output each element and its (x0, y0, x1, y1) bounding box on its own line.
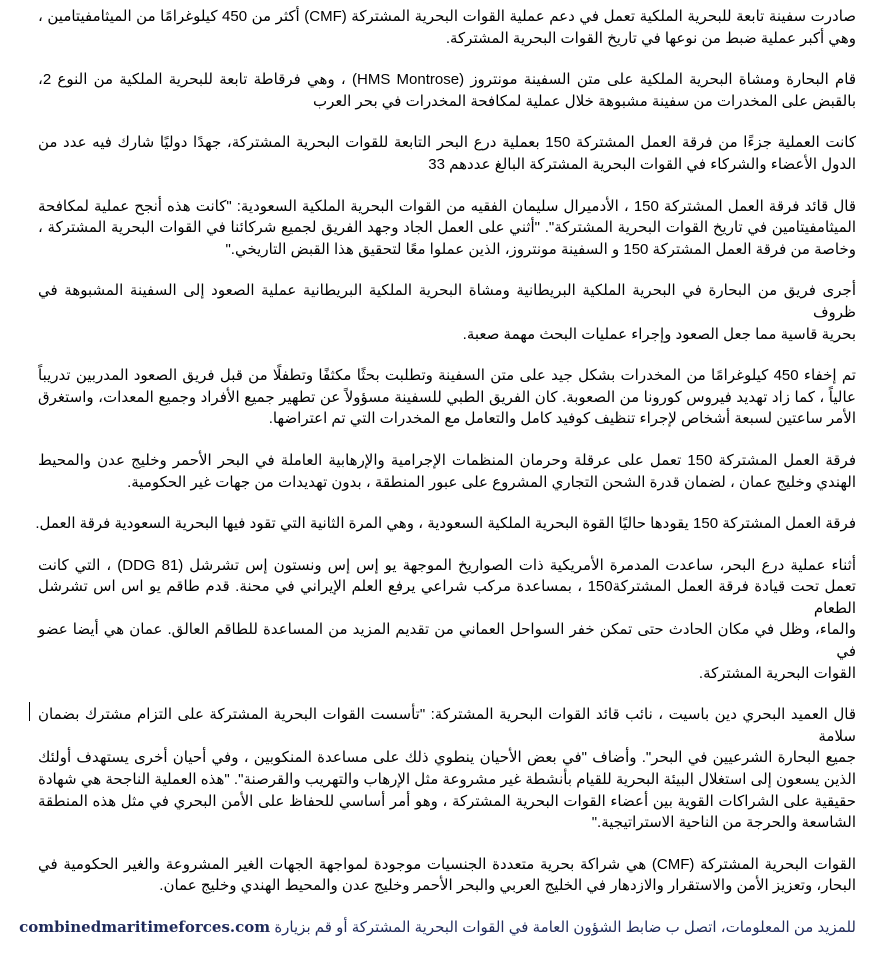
paragraph-line: عالياً ، كما زاد تهديد فيروس كورونا من الصعوبة. كان الفريق الطبي للسفينة مسؤولاً عن تطهير جميع الأفراد وجميع المعدات، واستغرق (38, 388, 856, 406)
paragraph-line: أثناء عملية درع البحر، ساعدت المدمرة الأمريكية ذات الصواريخ الموجهة يو إس إس ونستون إس تشرشل (DDG 81) ، التي كانت (38, 556, 856, 574)
paragraph-line: وهي أكبر عملية ضبط من نوعها في تاريخ القوات البحرية المشتركة. (445, 29, 856, 47)
paragraph (38, 6, 856, 49)
paragraph (38, 196, 856, 261)
paragraph-line: قال قائد فرقة العمل المشتركة 150 ، الأدميرال سليمان الفقيه من القوات البحرية الملكية السعودية: "كانت هذه أنجح عملية لمكافحة (38, 197, 856, 215)
paragraph-line: القوات البحرية المشتركة. (698, 664, 856, 682)
paragraph-line: قام البحارة ومشاة البحرية الملكية على متن السفينة مونتروز (HMS Montrose) ، وهي فرقاطة تابعة للبحرية الملكية من النوع 2، (38, 71, 857, 89)
paragraph-line: والماء، وظل في مكان الحادث حتى تمكن خفر السواحل العماني من تقديم المزيد من المساعدة للطاقم العالق. عمان هي أيضا عضو في (38, 621, 856, 661)
website-link[interactable]: combinedmaritimeforces.com (19, 918, 271, 936)
paragraph-line: كانت العملية جزءًا من فرقة العمل المشتركة 150 بعملية درع البحر التابعة للقوات البحرية المشتركة، جهدًا دوليًا شارك فيه عدد من (38, 134, 856, 152)
paragraph-line: الدول الأعضاء والشركاء في القوات البحرية المشتركة البالغ عددهم 33 (428, 155, 856, 173)
paragraph-line: صادرت سفينة تابعة للبحرية الملكية تعمل في دعم عملية القوات البحرية المشتركة (CMF) أكثر من 450 كيلوغرامًا من الميثامفيتامين ، (38, 8, 857, 25)
paragraph-line: الأمر ساعتين لسبعة أشخاص لإجراء تنظيف كوفيد كامل والتعامل مع المخدرات التي تم اعتراضها. (268, 410, 856, 428)
paragraph-line: حقيقية على الشراكات القوية بين أعضاء القوات البحرية المشتركة ، وهو أمر أساسي للحفاظ على الأمن البحري في مثل هذه المنطقة (38, 792, 856, 810)
paragraph-line: بالقبض على المخدرات من سفينة مشبوهة خلال عملية لمكافحة المخدرات في بحر العرب (312, 92, 856, 110)
paragraph-line: القوات البحرية المشتركة (CMF) هي شراكة بحرية متعددة الجنسيات موجودة لمواجهة الجهات الغير المشروعة والغير الحكومية في (38, 855, 856, 873)
paragraph (38, 555, 856, 685)
text-cursor (29, 702, 30, 721)
paragraph (38, 854, 856, 897)
paragraph (38, 280, 856, 345)
paragraph-line: فرقة العمل المشتركة 150 يقودها حاليًا القوة البحرية الملكية السعودية ، وهي المرة الثانية التي تقود فيها البحرية السعودية فرقة العمل. (35, 515, 856, 533)
paragraph-line: جميع البحارة الشرعيين في البحر". وأضاف "في بعض الأحيان ينطوي ذلك على مساعدة المنكوبين ، وفي أحيان أخرى يستهدف أولئك (38, 749, 856, 767)
paragraph-line: الذين يسعون إلى استغلال البيئة البحرية للقيام بأنشطة غير مشروعة مثل الإرهاب والتهريب والقرصنة". "هذه العملية الناجحة هي شهادة (38, 771, 856, 789)
footer-text: للمزيد من المعلومات، اتصل ب ضابط الشؤون العامة في القوات البحرية المشتركة أو قم بزيارة (270, 919, 856, 936)
paragraph-line: الشاسعة والحرجة من الناحية الاستراتيجية." (591, 814, 856, 832)
paragraph-line: البحار، وتعزيز الأمن والاستقرار والازدهار في الخليج العربي والبحر الأحمر وخليج عدن والمحيط الهندي وخليج عمان. (159, 877, 856, 895)
paragraph (38, 450, 856, 493)
paragraph-line: الميثامفيتامين في تاريخ القوات البحرية المشتركة". "أثني على العمل الجاد وجهد الفريق لجميع شركائنا في القوات البحرية المشتركة ، (38, 219, 856, 237)
paragraph-line: تم إخفاء 450 كيلوغرامًا من المخدرات بشكل جيد على متن السفينة وتطلبت بحثًا مكثفًا وتطفلًا من قبل فريق الصعود المدربين تدريباً (38, 367, 856, 385)
paragraph (38, 704, 856, 834)
paragraph-line: بحرية قاسية مما جعل الصعود وإجراء عمليات البحث مهمة صعبة. (462, 325, 856, 343)
paragraph-line: وخاصة من فرقة العمل المشتركة 150 و السفينة مونتروز، الذين عملوا معًا لتحقيق هذا القبض التاريخي." (225, 240, 856, 258)
press-release-document (19, 6, 857, 959)
paragraph (38, 132, 856, 175)
paragraph-line: أجرى فريق من البحارة في البحرية الملكية البريطانية ومشاة البحرية الملكية البريطانية عملية الصعود إلى السفينة المشبوهة في ظروف (38, 282, 856, 321)
paragraph-line: تعمل تحت قيادة فرقة العمل المشتركة150 ، بمساعدة مركب شراعي يرفع العلم الإيراني في محنة. قدم طاقم يو اس اس تشرشل الطعام (38, 578, 856, 617)
paragraph-line: قال العميد البحري دين باسيت ، نائب قائد القوات البحرية المشتركة: "تأسست القوات البحرية المشتركة على التزام مشترك بضمان سلامة (38, 706, 856, 745)
footer-contact (19, 917, 856, 939)
paragraph-line: الهندي وخليج عمان ، لضمان قدرة الشحن التجاري المشروع على عبور المنطقة ، بدون تهديدات من جهات غير الحكومية. (127, 473, 856, 491)
paragraph (38, 365, 856, 430)
paragraph (35, 513, 856, 535)
paragraph (38, 69, 856, 112)
paragraph-line: فرقة العمل المشتركة 150 تعمل على عرقلة وحرمان المنظمات الإجرامية والإرهابية العاملة في البحر الأحمر وخليج عدن والمحيط (38, 451, 856, 469)
